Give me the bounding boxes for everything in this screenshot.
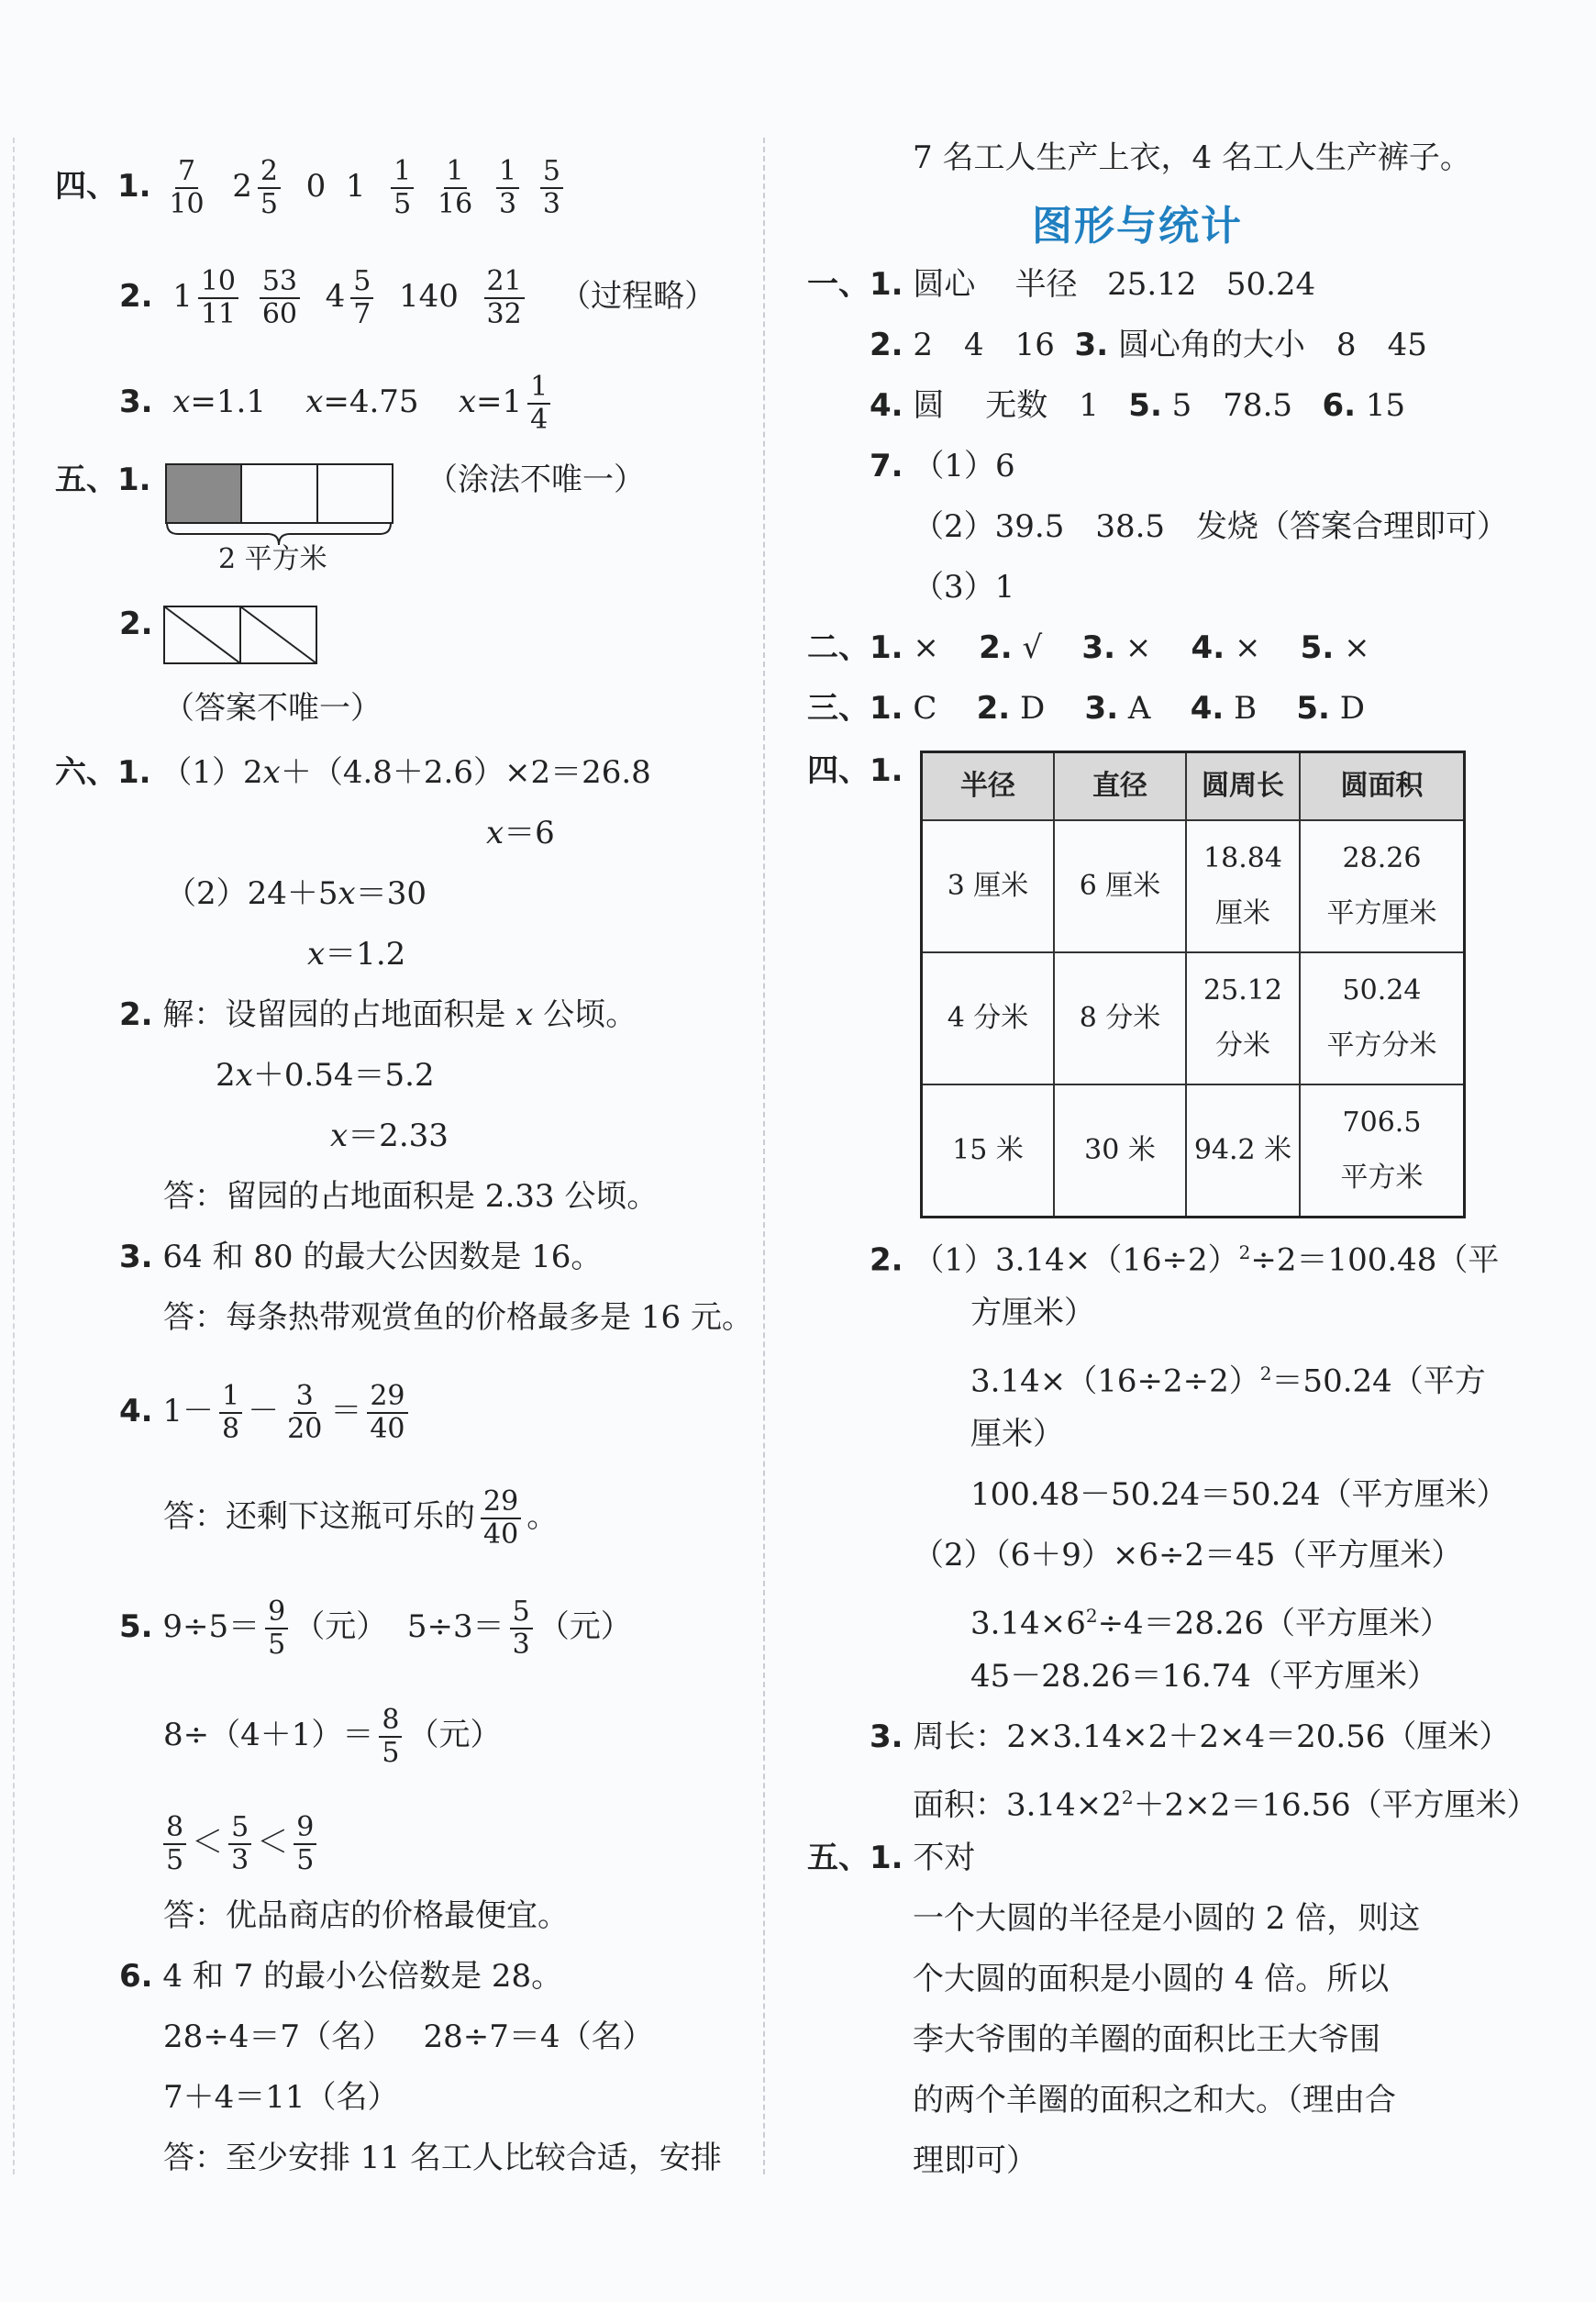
table-header: 圆周长 xyxy=(1186,752,1300,821)
table-cell: 3 厘米 xyxy=(922,820,1055,952)
r-section-1-line3: 4. 圆 无数 1 5. 5 78.5 6. 15 xyxy=(870,387,1406,424)
section-6-q1-line3: （2）24＋5x＝30 xyxy=(165,875,427,912)
section-6-q3-line1: 3. 64 和 80 的最大公因数是 16。 xyxy=(119,1239,603,1275)
table-cell: 30 米 xyxy=(1054,1084,1186,1218)
section-6-q2-line2: 2x＋0.54＝5.2 xyxy=(216,1057,435,1094)
note-answer-not-unique: （答案不唯一） xyxy=(163,690,382,727)
r-section-1-line6: （3）1 xyxy=(913,569,1015,606)
section-5-q1: 五、1. xyxy=(55,462,151,498)
table-cell: 15 米 xyxy=(922,1084,1055,1218)
table-cell: 8 分米 xyxy=(1054,952,1186,1084)
section-6-q5-line2: 8÷（4＋1）＝ $\frac{8}{5}$ （元） xyxy=(163,1704,502,1769)
fraction: $\frac{1}{5}$ xyxy=(391,156,414,220)
r-section-1-line1: 一、1. 圆心 半径 25.12 50.24 xyxy=(807,266,1316,303)
table-cell: 6 厘米 xyxy=(1054,820,1186,952)
r-section-4-q3-line2: 面积：$3.14\times 2^2+2\times 2=16.56$（平方厘米） xyxy=(913,1786,1538,1824)
r-section-5-line1: 五、1. 不对 xyxy=(807,1840,976,1876)
r-section-5-para3: 李大爷围的羊圈的面积比王大爷围 xyxy=(913,2021,1380,2058)
shaded-rectangle-figure xyxy=(165,463,393,524)
section-6-q1-line2: x＝6 xyxy=(486,815,555,851)
section-5-q2-label: 2. xyxy=(119,606,153,642)
section-6-q6-answer: 答：至少安排 11 名工人比较合适，安排 xyxy=(163,2140,722,2176)
section-6-q6-line2: 28÷4＝7（名） 28÷7＝4（名） xyxy=(163,2018,654,2055)
section-4-q2: 2. 1 $\frac{10}{11}$ $\frac{53}{60}$ 4 $\frac{5}{7}$ 140 $\frac{21}{32}$ （过程略） xyxy=(119,265,716,330)
r-section-4-q2-line4: 厘米） xyxy=(970,1416,1064,1452)
section-6-q4-answer: 答：还剩下这瓶可乐的 $\frac{29}{40}$ 。 xyxy=(163,1485,559,1551)
table-cell: 25.12 分米 xyxy=(1186,952,1300,1084)
fraction: $\frac{2}{5}$ xyxy=(258,156,281,220)
table-cell: 50.24 平方分米 xyxy=(1300,952,1465,1084)
r-section-1-line4: 7. （1）6 xyxy=(870,448,1015,484)
r-section-4-q2-line8: 45－28.26＝16.74（平方厘米） xyxy=(970,1658,1438,1695)
circle-measurements-table xyxy=(920,751,1466,1218)
section-6-q5-compare: $\frac{8}{5}$ ＜ $\frac{5}{3}$ ＜ $\frac{9}{5}$ xyxy=(158,1812,322,1876)
left-edge-divider xyxy=(13,138,15,2174)
section-6-q6-line1: 6. 4 和 7 的最小公倍数是 28。 xyxy=(119,1958,563,1995)
right-top-continuation: 7 名工人生产上衣，4 名工人生产裤子。 xyxy=(913,139,1471,176)
table-row xyxy=(922,820,1465,952)
table-row xyxy=(922,952,1465,1084)
r-section-5-para2: 个大圆的面积是小圆的 4 倍。所以 xyxy=(913,1961,1390,1997)
r-section-4-q2-line5: 100.48－50.24＝50.24（平方厘米） xyxy=(970,1476,1508,1513)
r-section-4-q3-line1: 3. 周长：2×3.14×2＋2×4＝20.56（厘米） xyxy=(870,1718,1511,1755)
r-section-4-label: 四、1. xyxy=(807,752,903,789)
section-6-q2-answer: 答：留园的占地面积是 2.33 公顷。 xyxy=(163,1178,659,1215)
fraction: $\frac{1}{3}$ xyxy=(496,156,519,220)
table-cell: 18.84 厘米 xyxy=(1186,820,1300,952)
r-section-5-para5: 理即可） xyxy=(913,2142,1037,2179)
r-section-4-q2-line6: （2）（6＋9）×6÷2＝45（平方厘米） xyxy=(913,1537,1463,1574)
section-4-q3: 3. x=1.1 x=4.75 x=1 $\frac{1}{4}$ xyxy=(119,372,556,436)
section-6-q4-line1: 4. 1－ $\frac{1}{8}$ － $\frac{3}{20}$ ＝ $\frac{29}{40}$ xyxy=(119,1381,414,1445)
table-header: 直径 xyxy=(1054,752,1186,821)
table-cell: 706.5 平方米 xyxy=(1300,1084,1465,1218)
section-4-q1: 四、1. $\frac{7}{10}$ 2 $\frac{2}{5}$ 0 1 $\frac{1}{5}$ $\frac{1}{16}$ $\frac{1}{3}$ $\frac{5}{3}$ xyxy=(55,156,569,220)
table-cell: 94.2 米 xyxy=(1186,1084,1300,1218)
section-6-q2-line3: x＝2.33 xyxy=(330,1118,449,1154)
triangle-division-figure xyxy=(163,606,319,666)
fraction: $\frac{7}{10}$ xyxy=(169,155,205,220)
r-section-4-q2-line1: 2. $(1)3.14\times(16\div 2)^2\div 2=100.48$（平 xyxy=(870,1241,1500,1279)
section-6-q1-line4: x＝1.2 xyxy=(307,936,406,973)
r-section-4-q2-line3: $3.14\times(16\div 2\div 2)^2=50.24$（平方 xyxy=(970,1362,1486,1400)
table-cell: 4 分米 xyxy=(922,952,1055,1084)
note-painting-not-unique: （涂法不唯一） xyxy=(427,462,645,498)
r-section-4-q2-line7: $3.14\times 6^2\div 4=28.26$（平方厘米） xyxy=(970,1605,1452,1642)
column-divider xyxy=(763,138,765,2174)
r-section-5-para4: 的两个羊圈的面积之和大。（理由合 xyxy=(913,2082,1396,2119)
section-6-q5-line1: 5. 9÷5＝ $\frac{9}{5}$ （元） 5÷3＝ $\frac{5}{3}$ （元） xyxy=(119,1596,632,1661)
r-section-1-line5: （2）39.5 38.5 发烧（答案合理即可） xyxy=(913,508,1509,545)
r-section-2: 二、1. × 2. √ 3. × 4. × 5. × xyxy=(807,629,1370,666)
section-6-q1-line1: 六、1. （1）2x＋（4.8＋2.6）×2＝26.8 xyxy=(55,754,651,791)
fraction: $\frac{5}{3}$ xyxy=(540,156,563,220)
fraction: $\frac{1}{16}$ xyxy=(438,155,473,220)
section-6-q5-answer: 答：优品商店的价格最便宜。 xyxy=(163,1897,569,1934)
r-section-4-q2-line2: 方厘米） xyxy=(970,1295,1095,1331)
table-cell: 28.26 平方厘米 xyxy=(1300,820,1465,952)
table-row xyxy=(922,1084,1465,1218)
area-label: 2 平方米 xyxy=(218,543,327,575)
r-section-1-line2: 2. 2 4 16 3. 圆心角的大小 8 45 xyxy=(870,327,1427,363)
section-6-q6-line3: 7＋4＝11（名） xyxy=(163,2079,399,2116)
r-section-5-para1: 一个大圆的半径是小圆的 2 倍，则这 xyxy=(913,1900,1421,1937)
r-section-3: 三、1. C 2. D 3. A 4. B 5. D xyxy=(807,690,1365,727)
section-6-q3-answer: 答：每条热带观赏鱼的价格最多是 16 元。 xyxy=(163,1299,753,1336)
section-heading: 图形与统计 xyxy=(1032,203,1243,250)
table-header: 圆面积 xyxy=(1300,752,1465,821)
table-header: 半径 xyxy=(922,752,1055,821)
section-6-q2-line1: 2. 解：设留园的占地面积是 x 公顷。 xyxy=(119,996,637,1033)
